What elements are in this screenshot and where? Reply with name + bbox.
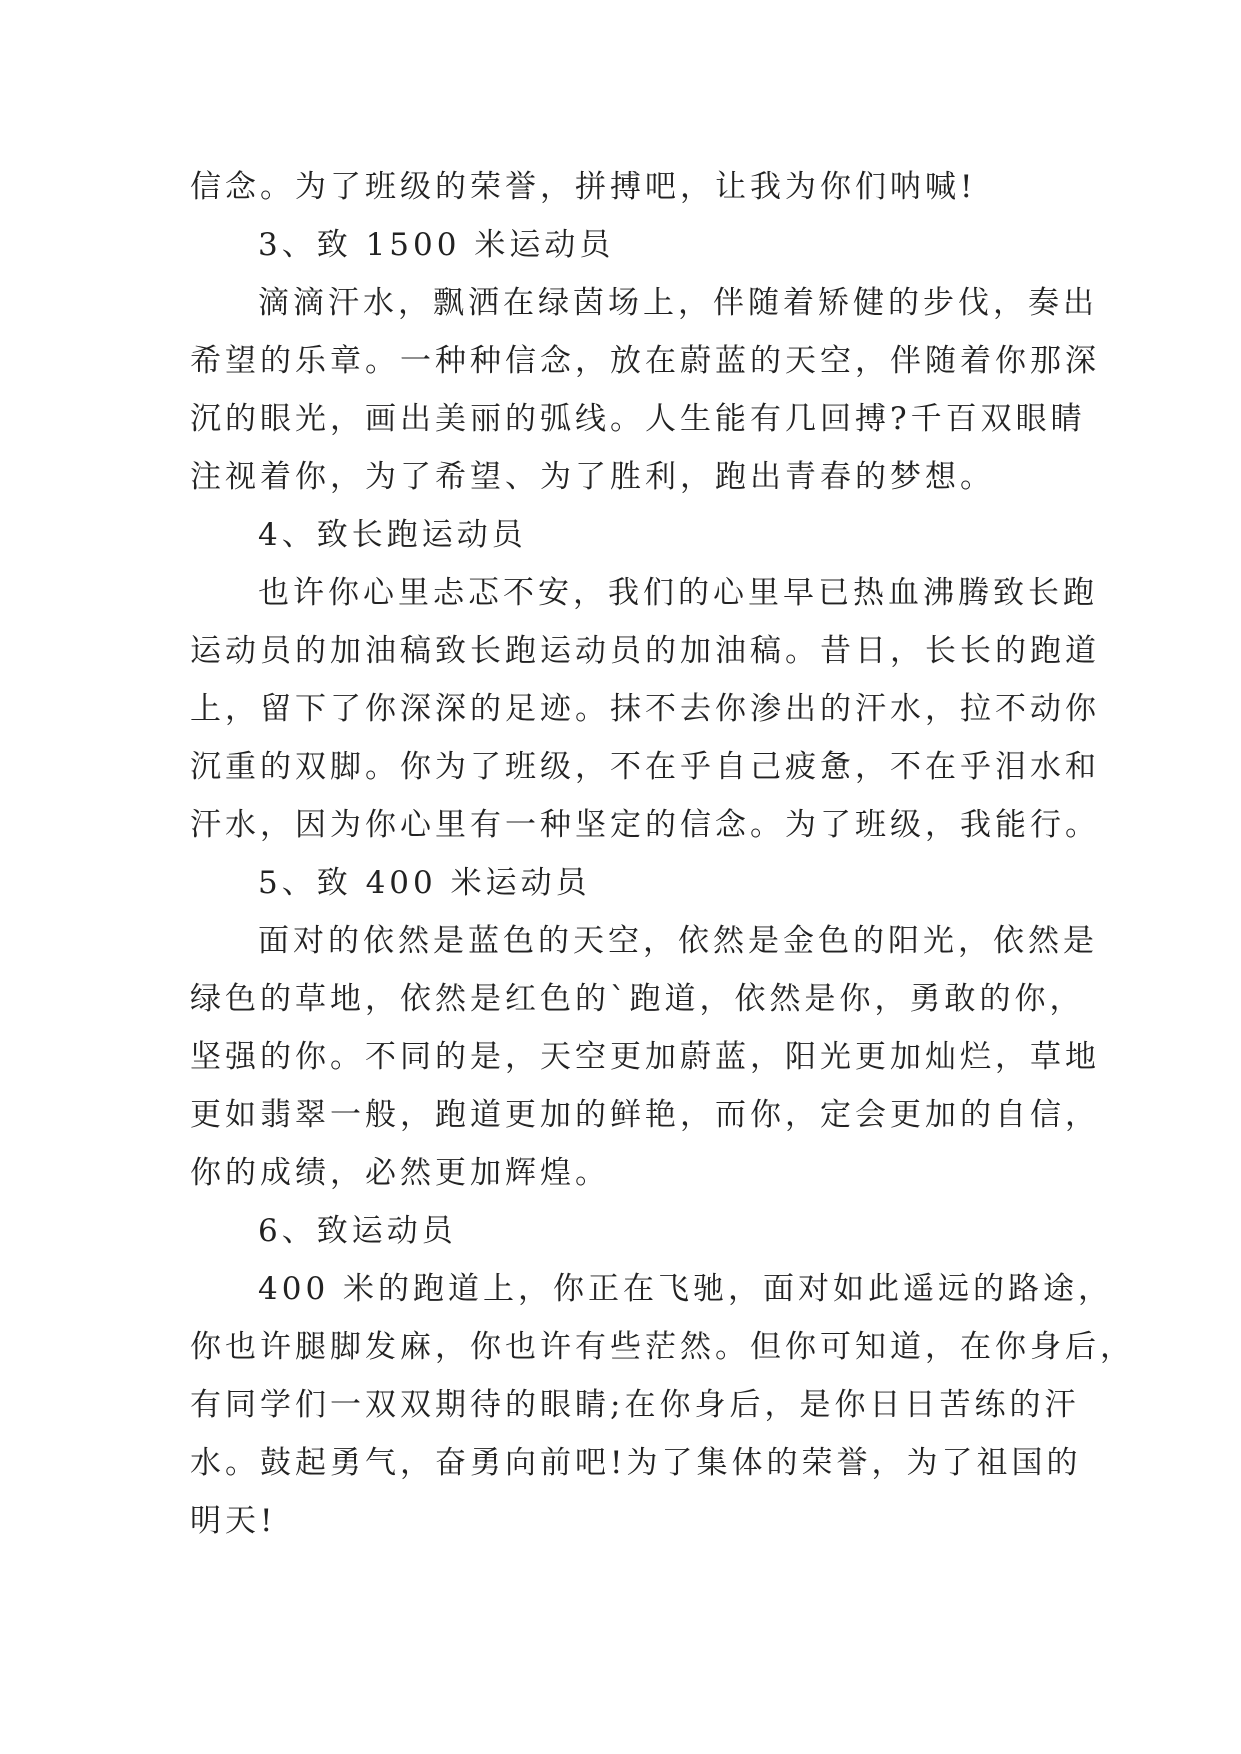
text-line: 你也许腿脚发麻，你也许有些茫然。但你可知道，在你身后， [190, 1329, 1135, 1365]
text-line: 也许你心里忐忑不安，我们的心里早已热血沸腾致长跑 [258, 575, 1098, 611]
text-line: 汗水，因为你心里有一种坚定的信念。为了班级，我能行。 [190, 807, 1100, 843]
text-line: 更如翡翠一般，跑道更加的鲜艳，而你，定会更加的自信， [190, 1097, 1100, 1133]
text-line: 明天! [190, 1503, 277, 1539]
text-line: 水。鼓起勇气，奋勇向前吧!为了集体的荣誉，为了祖国的 [190, 1445, 1082, 1481]
text-line: 滴滴汗水，飘洒在绿茵场上，伴随着矫健的步伐，奏出 [258, 285, 1098, 321]
section-heading-400m [190, 854, 1070, 912]
text-line: 信念。为了班级的荣誉，拼搏吧，让我为你们呐喊! [190, 169, 977, 205]
text-line: 希望的乐章。一种种信念，放在蔚蓝的天空，伴随着你那深 [190, 343, 1100, 379]
heading-text: 4、致长跑运动员 [258, 517, 527, 553]
text-line: 沉的眼光，画出美丽的弧线。人生能有几回搏?千百双眼睛 [190, 401, 1086, 437]
text-line: 注视着你，为了希望、为了胜利，跑出青春的梦想。 [190, 459, 995, 495]
heading-text: 5、致 400 米运动员 [258, 865, 591, 901]
paragraph-continuation [190, 158, 1070, 216]
paragraph-long-distance [190, 564, 1100, 854]
text-line: 绿色的草地，依然是红色的`跑道，依然是你，勇敢的你， [190, 981, 1085, 1017]
section-heading-1500m [190, 216, 1070, 274]
text-line: 面对的依然是蓝色的天空，依然是金色的阳光，依然是 [258, 923, 1098, 959]
paragraph-400m [190, 912, 1100, 1202]
paragraph-athletes [190, 1260, 1135, 1550]
text-line: 坚强的你。不同的是，天空更加蔚蓝，阳光更加灿烂，草地 [190, 1039, 1100, 1075]
section-heading-athletes [190, 1202, 1070, 1260]
text-line: 运动员的加油稿致长跑运动员的加油稿。昔日，长长的跑道 [190, 633, 1100, 669]
heading-text: 6、致运动员 [258, 1213, 457, 1249]
document-body [190, 158, 1135, 1550]
text-line: 沉重的双脚。你为了班级，不在乎自己疲惫，不在乎泪水和 [190, 749, 1100, 785]
text-line: 你的成绩，必然更加辉煌。 [190, 1155, 610, 1191]
section-heading-long-distance [190, 506, 1070, 564]
paragraph-1500m [190, 274, 1100, 506]
text-line: 上，留下了你深深的足迹。抹不去你渗出的汗水，拉不动你 [190, 691, 1100, 727]
text-line: 400 米的跑道上，你正在飞驰，面对如此遥远的路途， [258, 1271, 1114, 1307]
heading-text: 3、致 1500 米运动员 [258, 227, 615, 263]
text-line: 有同学们一双双期待的眼睛;在你身后，是你日日苦练的汗 [190, 1387, 1080, 1423]
